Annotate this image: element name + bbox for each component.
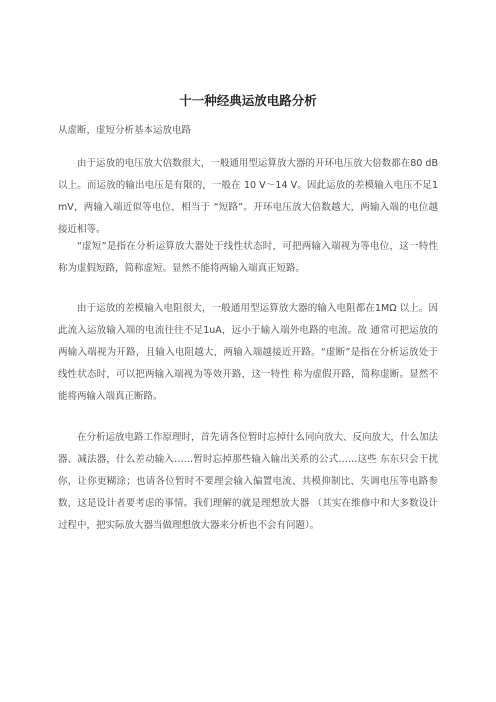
section-subtitle: 从虚断，虚短分析基本运放电路	[58, 125, 192, 136]
paragraph-2: “虚短”是指在分析运算放大器处于线性状态时，可把两输入端视为等电位，这一特性称为虚假短路，简称虚短。显然不能将两输入端真正短路。	[58, 241, 438, 274]
document-title: 十一种经典运放电路分析	[179, 93, 317, 108]
paragraph-4: 在分析运放电路工作原理时，首先请各位暂时忘掉什么同向放大、反向放大，什么加法器、减法器，什么差动输入……暂时忘掉那些输入输出关系的公式……这些 东东只会干扰你，让你更糊涂；也请各位暂时不要理会输入偏置电流、共模抑制比、失调电压等电路参数，这是设计者要考虑的事情。我们理解的就是理想放大器 （其实在维修中和大多数设计过程中，把实际放大器当做理想放大器来分析也不会有问题）。	[58, 432, 439, 531]
paragraph-3: 由于运放的差模输入电阻很大，一般通用型运算放大器的输入电阻都在1MΩ 以上。因此流入运放输入端的电流往往不足1uA，远小于输入端外电路的电流。故 通常可把运放的两输入端视为开路，且输入电阻越大，两输入端越接近开路。“虚断”是指在分析运放处于线性状态时，可以把两输入端视为等效开路，这一特性 称为虚假开路，简称虚断。显然不能将两输入端真正断路。	[58, 303, 438, 402]
paragraph-1: 由于运放的电压放大倍数很大，一般通用型运算放大器的开环电压放大倍数都在80 dB 以上。而运放的输出电压是有限的，一般在 10 V～14 V。因此运放的差模输入电压不足1 mV，两输入端近似等电位，相当于 “短路”。开环电压放大倍数越大，两输入端的电位越接近相等。	[58, 158, 438, 235]
